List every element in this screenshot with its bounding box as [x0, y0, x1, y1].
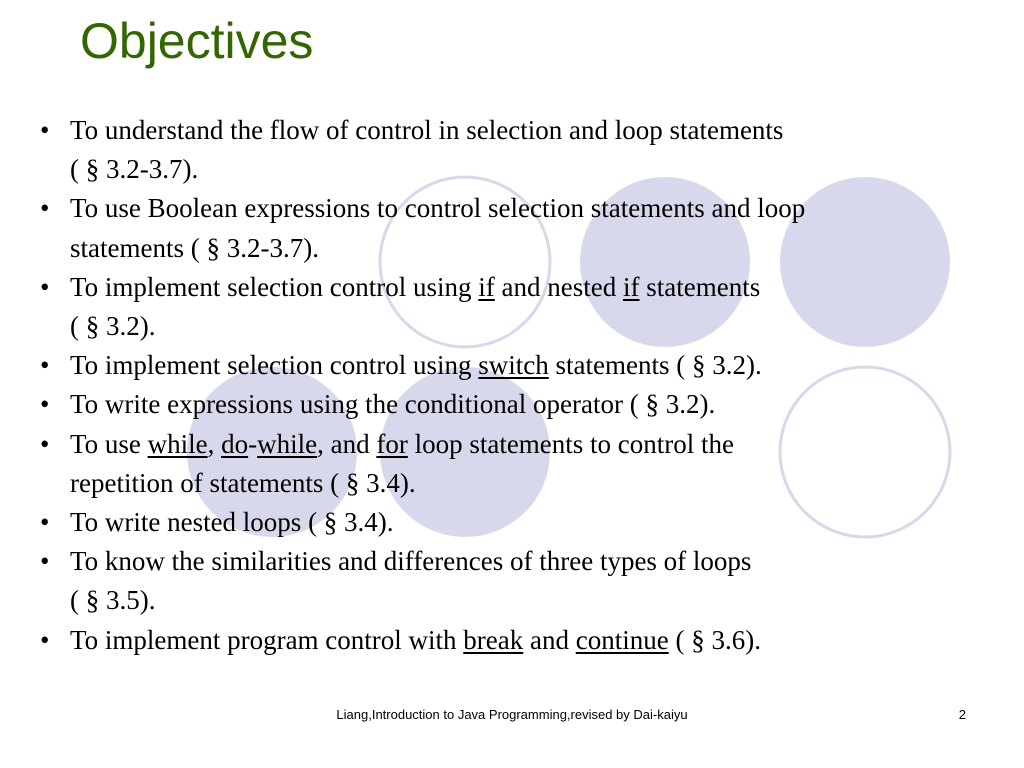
- bullet-text: To understand the flow of control in selection and loop statements: [70, 115, 784, 145]
- bullet-line-continued: [70, 464, 980, 503]
- bullet-line-continued: [70, 150, 980, 189]
- bullet-text: To use Boolean expressions to control selection statements and loop: [70, 193, 806, 224]
- bullet-line-continued: [70, 307, 980, 346]
- bullet-text: To write expressions using the conditional operator ( § 3.2).: [70, 389, 716, 420]
- objective-bullet: [40, 621, 980, 660]
- bullet-text: ( § 3.6).: [668, 624, 761, 655]
- bullet-text: To use: [70, 428, 148, 459]
- objective-bullet: [40, 503, 980, 542]
- keyword-text: while: [257, 428, 318, 459]
- page-number: 2: [958, 707, 966, 722]
- keyword-text: do: [221, 428, 249, 459]
- bullet-line: [70, 621, 980, 660]
- bullet-line: [70, 346, 980, 385]
- bullet-text: To implement program control with: [70, 624, 464, 655]
- bullet-text: , and: [317, 428, 377, 459]
- bullet-text: To implement selection control using: [70, 271, 479, 302]
- bullet-line-continued: [70, 581, 980, 620]
- bullet-text: and: [523, 624, 576, 655]
- slide-footer: [0, 704, 1024, 728]
- bullet-text: To know the similarities and differences of three types of loops: [70, 546, 752, 577]
- objective-bullet: [40, 542, 980, 620]
- objective-bullet: [40, 425, 980, 503]
- bullet-text: To implement selection control using: [70, 350, 479, 381]
- objective-bullet: [40, 111, 980, 189]
- keyword-text: continue: [575, 624, 669, 655]
- bullet-text: ( § 3.5).: [70, 585, 156, 616]
- bullet-text: and nested: [494, 271, 624, 302]
- objective-bullet: [40, 268, 980, 346]
- keyword-text: if: [478, 271, 495, 302]
- bullet-text: To write nested loops ( § 3.4).: [70, 507, 394, 538]
- bullet-line: [70, 111, 980, 150]
- bullet-text: ( § 3.2-3.7).: [70, 154, 199, 185]
- keyword-text: for: [376, 428, 408, 459]
- keyword-text: if: [623, 271, 640, 302]
- bullet-line: [70, 268, 980, 307]
- bullet-text: repetition of statements ( § 3.4).: [70, 467, 416, 498]
- objective-bullet: [40, 346, 980, 385]
- bullet-line: [70, 385, 980, 424]
- bullet-text: loop statements to control the: [407, 428, 735, 459]
- slide-title: Objectives: [80, 13, 314, 69]
- footer-text: Liang,Introduction to Java Programming,revised by Dai-kaiyu: [336, 707, 688, 722]
- bullet-line: [70, 189, 980, 228]
- bullet-text: statements ( § 3.2-3.7).: [70, 232, 319, 263]
- bullet-line: [70, 503, 980, 542]
- bullet-text: statements ( § 3.2).: [548, 350, 762, 381]
- keyword-text: switch: [478, 350, 549, 381]
- keyword-text: while: [147, 428, 208, 459]
- objective-bullet: [40, 189, 980, 267]
- objectives-list: [40, 111, 980, 660]
- bullet-line: [70, 425, 980, 464]
- bullet-line-continued: [70, 229, 980, 268]
- objective-bullet: [40, 385, 980, 424]
- bullet-text: ,: [207, 428, 222, 459]
- keyword-text: break: [463, 624, 524, 655]
- bullet-text: ( § 3.2).: [70, 311, 156, 342]
- bullet-text: statements: [639, 271, 761, 302]
- bullet-text: -: [248, 428, 258, 459]
- bullet-line: [70, 542, 980, 581]
